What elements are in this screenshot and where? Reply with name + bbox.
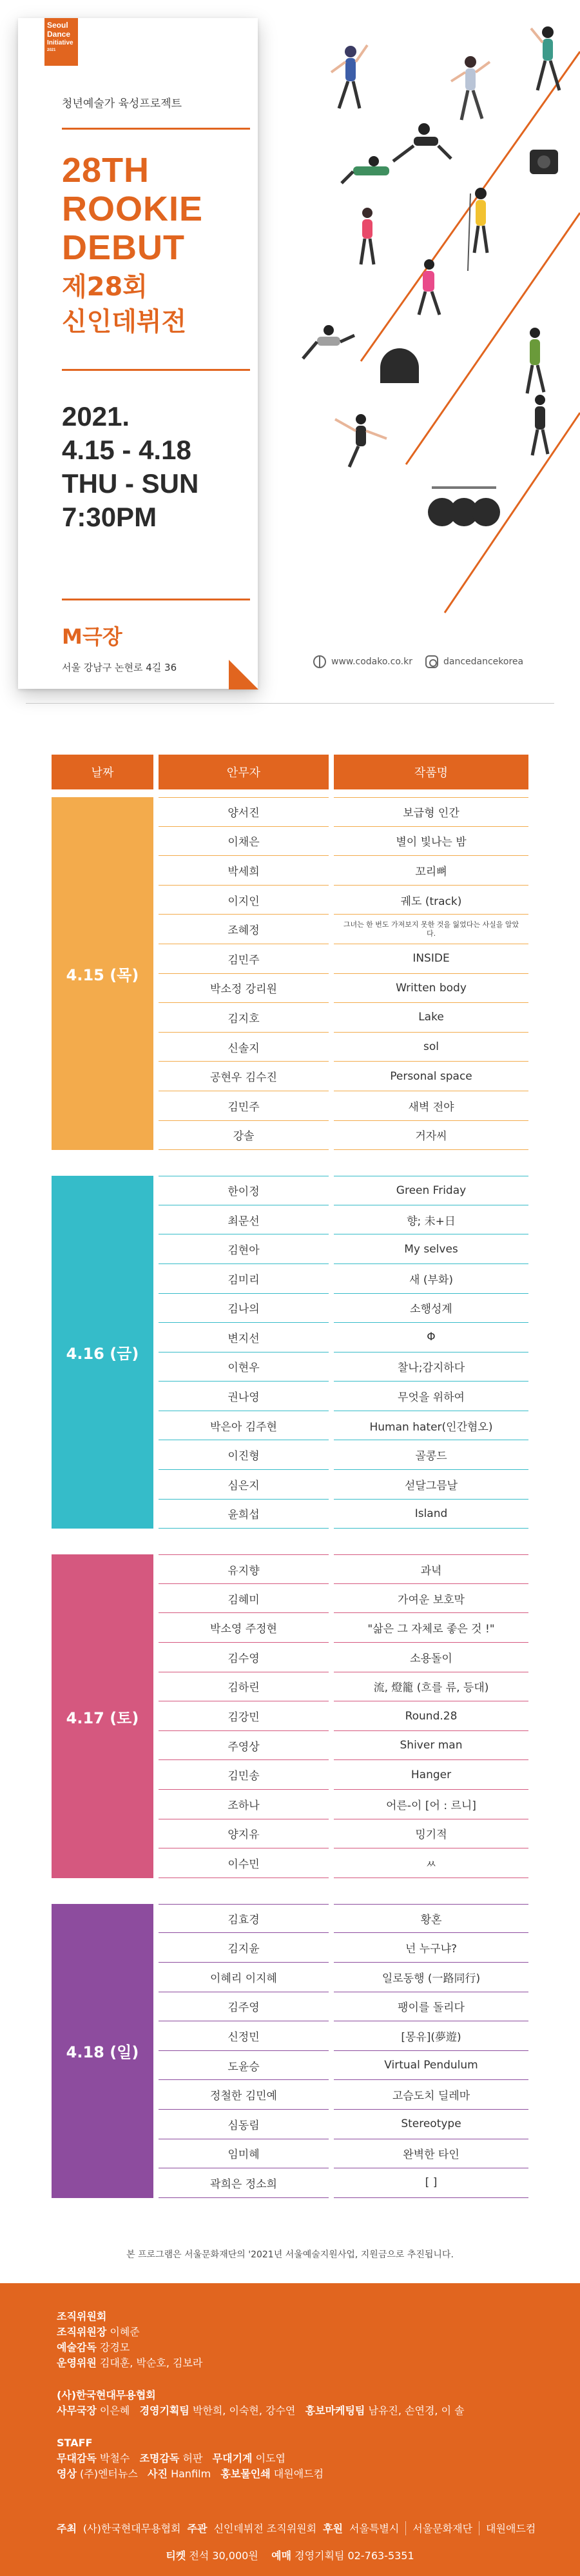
work-cell: 무엇을 위하여 (334, 1382, 528, 1411)
table-row (159, 2168, 528, 2198)
booking-label: 예매 (271, 2550, 292, 2562)
header-choreographer: 안무자 (159, 755, 329, 789)
work-cell: 소용돌이 (334, 1643, 528, 1672)
choreographer-cell: 강솔 (159, 1121, 329, 1151)
day-rows (159, 1554, 528, 1878)
sponsor-daewon: 대원애드컴 (486, 2522, 536, 2535)
project-subtitle: 청년예술가 육성프로젝트 (62, 97, 182, 110)
work-cell: Hanger (334, 1760, 528, 1790)
association-group (57, 2388, 534, 2419)
credit-value: 이도엽 (255, 2452, 285, 2464)
dancer-figure (527, 328, 544, 393)
diagonal-stripe (406, 213, 580, 464)
choreographer-cell: 이수민 (159, 1848, 329, 1878)
credit-label: 사무국장 (57, 2404, 97, 2417)
credit-label: 조직위원장 (57, 2326, 107, 2338)
credit-line (57, 2324, 534, 2340)
table-row (159, 1672, 528, 1702)
date-cell: 4.16 (금) (52, 1176, 153, 1529)
work-cell: 流, 燈籠 (흐를 류, 등대) (334, 1672, 528, 1702)
work-cell: 궤도 (track) (334, 886, 528, 915)
date-cell: 4.18 (일) (52, 1904, 153, 2198)
table-row (159, 1205, 528, 1235)
choreographer-cell: 양서진 (159, 797, 329, 827)
schedule-table (52, 755, 528, 2198)
work-cell: Green Friday (334, 1176, 528, 1205)
ticket-label: 티켓 (166, 2550, 186, 2562)
credit-value: 이혜준 (110, 2326, 140, 2338)
choreographer-cell: 김현아 (159, 1234, 329, 1264)
day-rows (159, 797, 528, 1150)
work-cell: 넌 누구냐? (334, 1933, 528, 1963)
credit-label: 운영위원 (57, 2357, 97, 2369)
work-cell: 향; 未+日 (334, 1205, 528, 1235)
credit-line (57, 2466, 534, 2482)
work-cell: Island (334, 1500, 528, 1529)
choreographer-cell: 김나의 (159, 1294, 329, 1323)
divider (62, 128, 250, 130)
staff-group (57, 2435, 534, 2482)
work-cell: INSIDE (334, 944, 528, 974)
choreographer-cell: 곽희은 정소희 (159, 2168, 329, 2198)
dancer-figure (451, 56, 490, 120)
credit-label: 사진 (148, 2468, 168, 2480)
work-cell: 과녁 (334, 1554, 528, 1584)
table-row (159, 1003, 528, 1033)
work-cell: My selves (334, 1234, 528, 1264)
website-contact[interactable] (313, 655, 412, 668)
work-cell: 어른-이 [어 : 르니] (334, 1790, 528, 1819)
credits-footer (0, 2283, 580, 2576)
table-row (159, 1500, 528, 1529)
choreographer-cell: 이채은 (159, 827, 329, 857)
table-row (159, 2021, 528, 2051)
credit-line (57, 2451, 534, 2466)
choreographer-cell: 공현우 김수진 (159, 1062, 329, 1091)
date-line: THU - SUN (62, 468, 199, 499)
host-value: (사)한국현대무용협회 (82, 2522, 181, 2535)
dancer-figure (419, 259, 440, 315)
work-cell: Human hater(인간혐오) (334, 1411, 528, 1441)
work-cell: 팽이를 돌리다 (334, 1992, 528, 2022)
ticket-info (0, 2548, 580, 2562)
choreographer-cell: 유지향 (159, 1554, 329, 1584)
choreographer-cell: 박소정 강리원 (159, 974, 329, 1004)
logo-line: Dance (47, 30, 71, 39)
credit-value: 강경모 (99, 2341, 130, 2353)
divider (62, 599, 250, 600)
title-line: 신인데뷔전 (62, 307, 187, 337)
table-row (159, 1790, 528, 1819)
singer-figure (468, 188, 487, 271)
seoul-dance-initiative-logo (44, 18, 78, 66)
credits (57, 2309, 534, 2499)
credit-value: 박철수 (99, 2452, 130, 2464)
choreographer-cell: 김수영 (159, 1643, 329, 1672)
credit-value: 이은혜 (99, 2404, 130, 2417)
choreographer-cell: 도윤승 (159, 2051, 329, 2081)
table-row (159, 1382, 528, 1411)
credit-label: 예술감독 (57, 2341, 97, 2353)
dancer-figure (531, 26, 559, 90)
choreographer-cell: 김효경 (159, 1904, 329, 1934)
choreographer-cell: 김지윤 (159, 1933, 329, 1963)
date-cell: 4.17 (토) (52, 1554, 153, 1878)
dancer-figure (303, 325, 354, 359)
credit-label: 무대감독 (57, 2452, 97, 2464)
logo-line: 2021 (47, 48, 56, 52)
work-cell: Virtual Pendulum (334, 2051, 528, 2081)
performance-dates (62, 400, 198, 534)
choreographer-cell: 김민주 (159, 1091, 329, 1121)
choreographer-cell: 권나영 (159, 1382, 329, 1411)
credit-line (57, 2403, 534, 2419)
choreographer-cell: 김주영 (159, 1992, 329, 2022)
work-cell: 밍기적 (334, 1819, 528, 1849)
table-row (159, 1091, 528, 1121)
instagram-icon (425, 655, 438, 668)
work-cell: Φ (334, 1323, 528, 1352)
work-cell: Shiver man (334, 1731, 528, 1761)
table-row (159, 2051, 528, 2081)
work-cell: 거자씨 (334, 1121, 528, 1151)
divider (62, 369, 250, 371)
table-row (159, 1121, 528, 1151)
work-cell: 가여운 보호막 (334, 1584, 528, 1614)
table-row (159, 1731, 528, 1761)
association-heading: (사)한국현대무용협회 (57, 2389, 156, 2401)
support-note: 본 프로그램은 서울문화재단의 '2021년 서울예술지원사업, 지원금으로 추진됩니다. (126, 2250, 454, 2260)
choreographer-cell: 이지인 (159, 886, 329, 915)
dancer-figure (335, 414, 387, 467)
work-cell: 황혼 (334, 1904, 528, 1934)
table-row (159, 1294, 528, 1323)
choreographer-cell: 심은지 (159, 1470, 329, 1500)
work-cell: 별이 빛나는 밤 (334, 827, 528, 857)
table-row (159, 1848, 528, 1878)
work-cell: Stereotype (334, 2110, 528, 2139)
dancer-figure (361, 208, 374, 264)
credit-value: Hanfilm (171, 2468, 211, 2480)
day-block (52, 1904, 528, 2198)
dancer-figure (393, 123, 451, 161)
work-cell: sol (334, 1033, 528, 1062)
choreographer-cell: 신솔지 (159, 1033, 329, 1062)
table-row (159, 915, 528, 944)
day-rows (159, 1176, 528, 1529)
date-line: 4.15 - 4.18 (62, 435, 191, 465)
table-row (159, 944, 528, 974)
choreographer-cell: 주영상 (159, 1731, 329, 1761)
website-link[interactable]: www.codako.co.kr (331, 657, 412, 667)
table-row (159, 1234, 528, 1264)
credit-label: 경영기획팀 (139, 2404, 189, 2417)
host-label: 주최 (57, 2522, 77, 2535)
choreographer-cell: 이현우 (159, 1352, 329, 1382)
work-cell: Written body (334, 974, 528, 1004)
work-cell: 고슴도치 딜레마 (334, 2080, 528, 2110)
credit-line (57, 2355, 534, 2371)
header-date: 날짜 (52, 755, 153, 789)
table-row (159, 856, 528, 886)
work-cell: 꼬리뼈 (334, 856, 528, 886)
choreographer-cell: 조혜정 (159, 915, 329, 944)
table-row (159, 1264, 528, 1294)
sponsor-sfac: 서울문화재단 (412, 2522, 473, 2535)
instagram-handle[interactable]: dancedancekorea (443, 657, 524, 667)
table-row (159, 1904, 528, 1934)
instagram-contact[interactable] (425, 655, 523, 668)
title-line: ROOKIE (62, 190, 204, 228)
committee-group (57, 2309, 534, 2371)
table-row (159, 1554, 528, 1584)
date-cell: 4.15 (목) (52, 797, 153, 1150)
table-row (159, 1701, 528, 1731)
logo-line: Initiative (47, 39, 73, 46)
day-block (52, 797, 528, 1150)
choreographer-cell: 박세희 (159, 856, 329, 886)
choreographer-cell: 최문선 (159, 1205, 329, 1235)
dancer-figure (331, 45, 367, 108)
title-line: 제28회 (62, 272, 148, 302)
choreographer-cell: 김하린 (159, 1672, 329, 1702)
credit-label: 홍보마케팅팀 (305, 2404, 365, 2417)
venue-address: 서울 강남구 논현로 4길 36 (62, 662, 177, 673)
title-line: DEBUT (62, 228, 185, 267)
choreographer-cell: 조하나 (159, 1790, 329, 1819)
choreographer-cell: 김강민 (159, 1701, 329, 1731)
table-row (159, 797, 528, 827)
table-row (159, 1033, 528, 1062)
table-row (159, 886, 528, 915)
table-row (159, 1323, 528, 1352)
date-line: 7:30PM (62, 502, 157, 532)
work-cell: 보급형 인간 (334, 797, 528, 827)
poster (0, 0, 580, 716)
table-row (159, 974, 528, 1004)
choreographer-cell: 김미리 (159, 1264, 329, 1294)
work-cell: 찰나;감지하다 (334, 1352, 528, 1382)
choreographer-cell: 신정민 (159, 2021, 329, 2051)
day-block (52, 1554, 528, 1878)
committee-heading: 조직위원회 (57, 2310, 107, 2323)
day-block (52, 1176, 528, 1529)
table-row (159, 1613, 528, 1643)
table-row (159, 1470, 528, 1500)
organizer-value: 신인데뷔전 조직위원회 (213, 2522, 317, 2535)
choreographer-cell: 변지선 (159, 1323, 329, 1352)
table-row (159, 1440, 528, 1470)
dancer-figure (342, 156, 389, 183)
sponsor-label: 후원 (323, 2522, 343, 2535)
title-english (62, 151, 203, 267)
title-korean (62, 270, 186, 339)
choreographer-cell: 양지유 (159, 1819, 329, 1849)
work-cell: 골콩드 (334, 1440, 528, 1470)
work-cell: 일로동행 (一路同行) (334, 1963, 528, 1992)
table-row (159, 1352, 528, 1382)
choreographer-cell: 김민주 (159, 944, 329, 974)
credit-value: 대원애드컴 (273, 2468, 324, 2480)
credit-label: 조명감독 (139, 2452, 180, 2464)
choreographer-cell: 박소영 주정현 (159, 1613, 329, 1643)
table-header (52, 755, 528, 789)
date-line: 2021. (62, 401, 130, 431)
drum-kit-icon (428, 488, 500, 526)
card-fold-corner (229, 660, 258, 689)
globe-icon (313, 655, 326, 668)
title-line: 28TH (62, 151, 150, 190)
credit-value: 남유진, 손연경, 이 솔 (368, 2404, 465, 2417)
work-cell: [ ] (334, 2168, 528, 2198)
speaker-icon (530, 150, 558, 174)
choreographer-cell: 임미혜 (159, 2139, 329, 2169)
choreographer-cell: 정철한 김민예 (159, 2080, 329, 2110)
table-row (159, 1819, 528, 1849)
work-cell: 새벽 전야 (334, 1091, 528, 1121)
section-divider (26, 703, 554, 704)
credit-label: 홍보물인쇄 (220, 2468, 271, 2480)
credit-line (57, 2340, 534, 2355)
header-work: 작품명 (334, 755, 528, 789)
choreographer-cell: 박은아 김주현 (159, 1411, 329, 1441)
work-cell: Round.28 (334, 1701, 528, 1731)
table-row (159, 1643, 528, 1672)
sponsor-seoul: 서울특별시 (349, 2522, 400, 2535)
table-row (159, 2080, 528, 2110)
booking-contact: 경영기획팀 02-763-5351 (295, 2550, 414, 2562)
speaker-icon (380, 348, 419, 383)
venue-name: M극장 (62, 624, 122, 649)
dancer-figure (532, 395, 548, 455)
staff-heading: STAFF (57, 2437, 93, 2449)
credit-value: 박한희, 이숙현, 강수연 (192, 2404, 296, 2417)
table-row (159, 2139, 528, 2169)
choreographer-cell: 심동림 (159, 2110, 329, 2139)
table-row (159, 1062, 528, 1091)
work-cell: ㅆ (334, 1848, 528, 1878)
day-rows (159, 1904, 528, 2198)
ticket-price: 전석 30,000원 (189, 2550, 258, 2562)
credit-value: (주)엔터뉴스 (80, 2468, 138, 2480)
table-row (159, 1992, 528, 2022)
choreographer-cell: 김지호 (159, 1003, 329, 1033)
choreographer-cell: 이진형 (159, 1440, 329, 1470)
choreographer-cell: 이혜리 이지혜 (159, 1963, 329, 1992)
choreographer-cell: 김민송 (159, 1760, 329, 1790)
credit-value: 김대훈, 박순호, 김보라 (99, 2357, 203, 2369)
work-cell: 섣달그믐날 (334, 1470, 528, 1500)
choreographer-cell: 김혜미 (159, 1584, 329, 1614)
table-row (159, 1963, 528, 1992)
divider (405, 2521, 406, 2535)
work-cell: 새 (부화) (334, 1264, 528, 1294)
logo-line: Seoul (47, 21, 68, 30)
credit-value: 허판 (182, 2452, 203, 2464)
credit-label: 영상 (57, 2468, 77, 2480)
table-row (159, 2110, 528, 2139)
work-cell: Lake (334, 1003, 528, 1033)
organizers-line (57, 2521, 536, 2535)
credit-label: 무대기계 (212, 2452, 253, 2464)
organizer-label: 주관 (187, 2522, 208, 2535)
table-row (159, 1760, 528, 1790)
choreographer-cell: 윤희섭 (159, 1500, 329, 1529)
work-cell: 완벽한 타인 (334, 2139, 528, 2169)
work-cell: Personal space (334, 1062, 528, 1091)
table-row (159, 1584, 528, 1614)
work-cell: [몽유](夢遊) (334, 2021, 528, 2051)
table-row (159, 827, 528, 857)
work-cell: "삶은 그 자체로 좋은 것 !" (334, 1613, 528, 1643)
work-cell: 소행성계 (334, 1294, 528, 1323)
table-row (159, 1411, 528, 1441)
table-row (159, 1176, 528, 1205)
poster-card (18, 18, 258, 689)
dancers-illustration (277, 0, 580, 671)
work-cell: 그녀는 한 번도 가져보지 못한 것을 잃었다는 사실을 알았다. (334, 915, 528, 944)
choreographer-cell: 한이정 (159, 1176, 329, 1205)
table-row (159, 1933, 528, 1963)
